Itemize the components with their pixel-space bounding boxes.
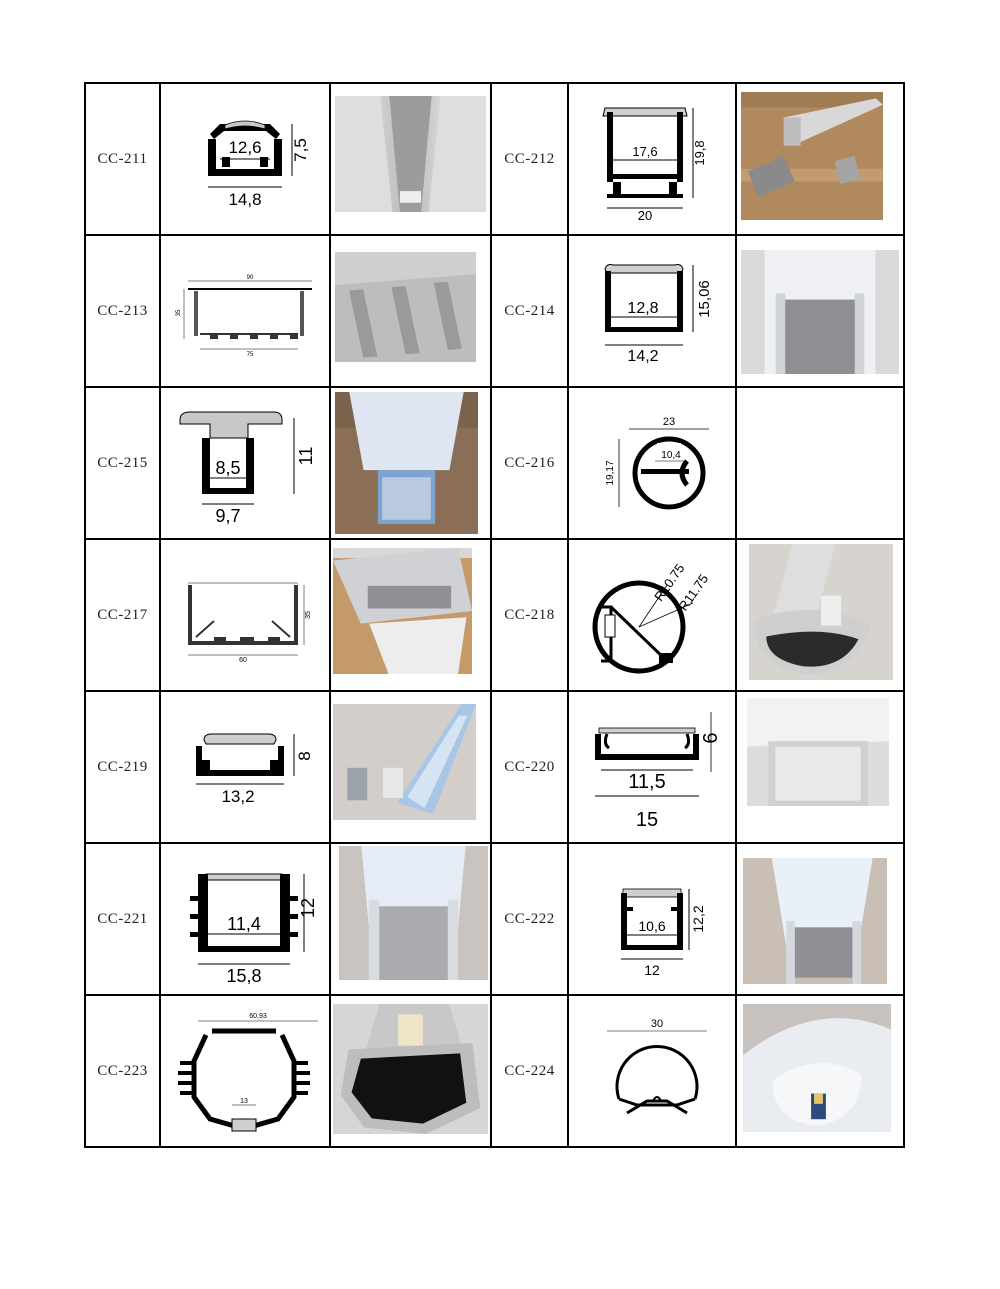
height-label: 35	[305, 611, 312, 619]
product-code: CC-212	[491, 83, 568, 235]
inner-radius-label: R10.75	[651, 560, 688, 604]
bottom-width-label: 75	[246, 352, 254, 358]
inner-width-label: 8,5	[215, 458, 241, 478]
inner-width-label: 10,6	[638, 918, 666, 934]
outer-width-label: 15	[635, 809, 659, 831]
outer-width-label: 9,7	[215, 506, 241, 526]
height-label: 35	[176, 309, 182, 317]
outer-width-label: 12	[644, 962, 660, 978]
height-label: 15,06	[696, 280, 713, 318]
height-label: 12	[298, 897, 318, 919]
profile-drawing	[160, 83, 330, 235]
profile-drawing	[568, 995, 736, 1147]
outer-width-label: 14,2	[627, 348, 659, 365]
top-width-label: 90	[246, 275, 254, 281]
height-label: 11	[296, 446, 316, 466]
table-row	[85, 843, 904, 995]
product-photo	[736, 83, 904, 235]
product-code: CC-221	[85, 843, 160, 995]
profile-drawing	[568, 539, 736, 691]
inner-width-label: 13	[240, 1098, 248, 1105]
table-row	[85, 83, 904, 235]
product-code: CC-215	[85, 387, 160, 539]
width-label: 23	[662, 416, 676, 428]
product-photo	[736, 995, 904, 1147]
product-photo	[330, 83, 491, 235]
inner-width-label: 12,8	[627, 300, 659, 317]
profile-drawing	[160, 539, 330, 691]
height-label: 19,17	[605, 460, 616, 486]
inner-width-label: 12,6	[228, 138, 262, 157]
table-row	[85, 387, 904, 539]
inner-width-label: 17,6	[632, 144, 658, 159]
height-label: 19,8	[692, 140, 707, 166]
profile-drawing	[568, 387, 736, 539]
product-code: CC-223	[85, 995, 160, 1147]
outer-width-label: 20	[637, 208, 653, 223]
width-label: 13,2	[221, 787, 255, 806]
profile-drawing	[568, 843, 736, 995]
product-photo	[330, 387, 491, 539]
product-photo	[330, 235, 491, 387]
table-row	[85, 539, 904, 691]
product-code: CC-211	[85, 83, 160, 235]
profile-drawing	[160, 995, 330, 1147]
profile-drawing	[568, 83, 736, 235]
product-code: CC-214	[491, 235, 568, 387]
table-row	[85, 235, 904, 387]
product-code: CC-213	[85, 235, 160, 387]
inner-width-label: 11,5	[628, 771, 666, 793]
height-label: 7,5	[291, 138, 310, 162]
product-code: CC-218	[491, 539, 568, 691]
product-code: CC-220	[491, 691, 568, 843]
empty-photo-cell	[736, 387, 904, 539]
product-photo	[736, 843, 904, 995]
outer-width-label: 14,8	[228, 190, 262, 209]
profile-drawing	[568, 691, 736, 843]
height-label: 8	[295, 751, 314, 761]
product-photo	[736, 539, 904, 691]
width-label: 60,93	[249, 1013, 267, 1020]
profile-drawing	[160, 843, 330, 995]
inner-width-label: 11,4	[227, 914, 261, 934]
product-photo	[330, 691, 491, 843]
profile-drawing	[160, 235, 330, 387]
width-label: 60	[239, 657, 247, 664]
product-code: CC-224	[491, 995, 568, 1147]
product-photo	[330, 539, 491, 691]
profile-drawing	[568, 235, 736, 387]
product-photo	[736, 691, 904, 843]
product-photo	[330, 843, 491, 995]
inner-width-label: 10,4	[661, 450, 681, 461]
product-photo	[330, 995, 491, 1147]
product-code: CC-219	[85, 691, 160, 843]
profile-drawing	[160, 387, 330, 539]
product-code: CC-217	[85, 539, 160, 691]
table-row	[85, 691, 904, 843]
height-label: 6	[700, 732, 722, 744]
profile-catalog-table	[84, 82, 905, 1148]
height-label: 12,2	[690, 905, 706, 933]
outer-radius-label: R11.75	[675, 571, 712, 614]
outer-width-label: 15,8	[226, 966, 262, 984]
profile-drawing	[160, 691, 330, 843]
product-code: CC-216	[491, 387, 568, 539]
width-label: 30	[650, 1018, 664, 1030]
product-photo	[736, 235, 904, 387]
table-row	[85, 995, 904, 1147]
product-code: CC-222	[491, 843, 568, 995]
